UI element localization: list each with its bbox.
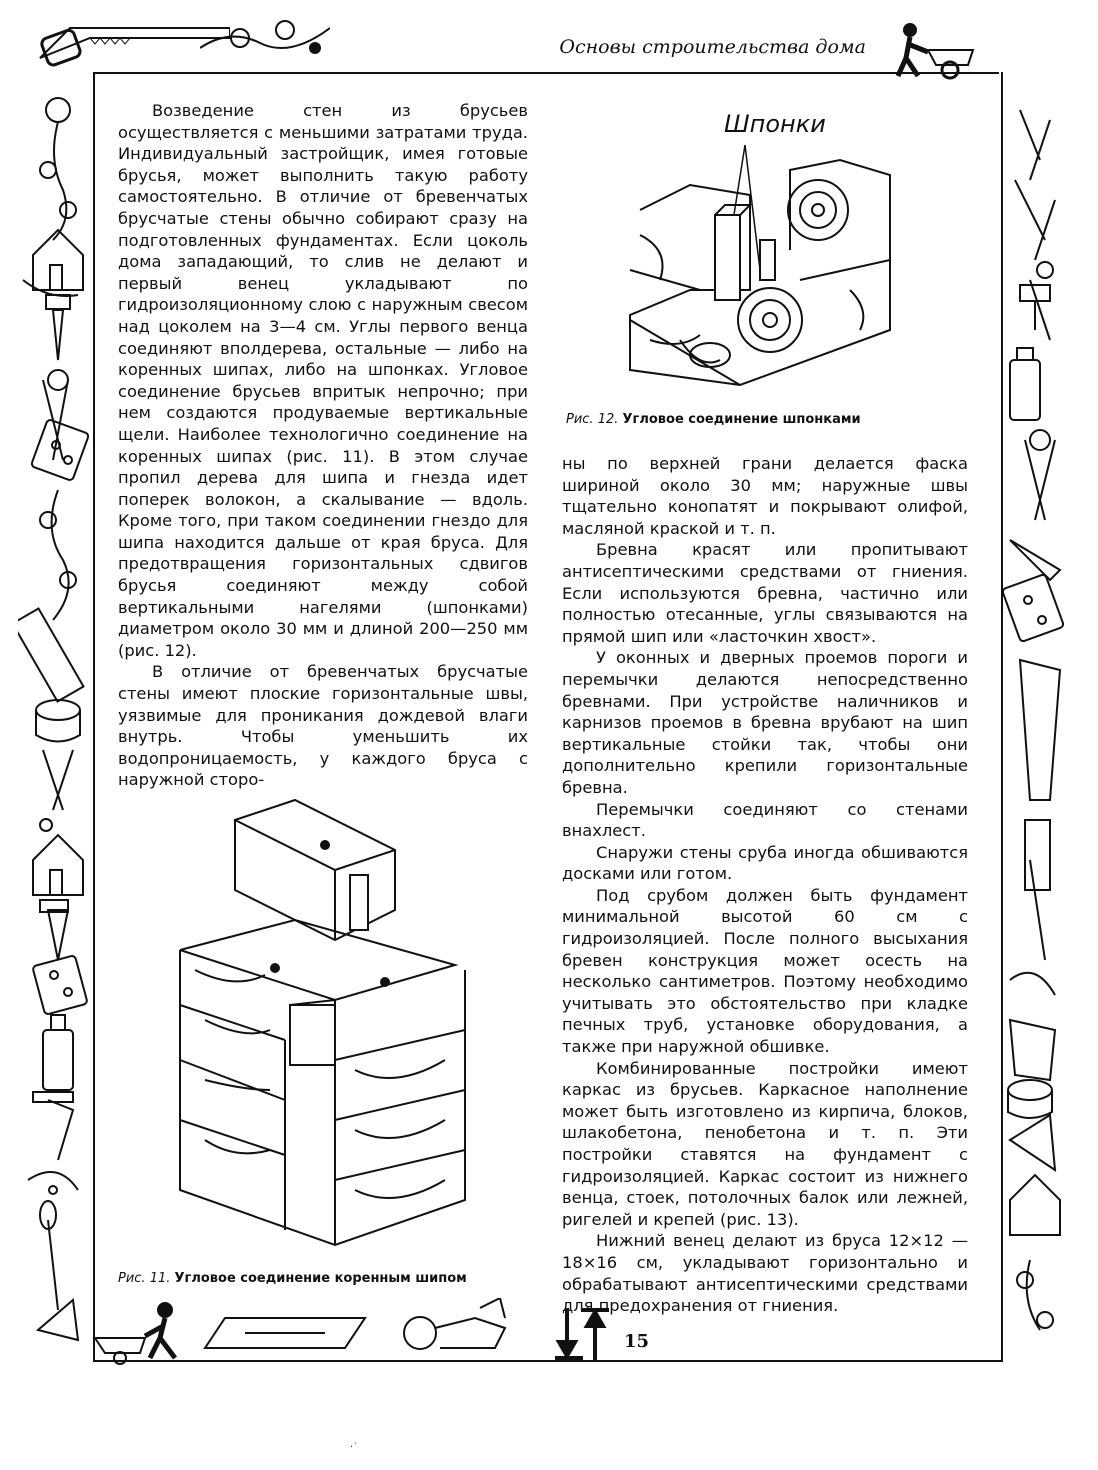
paragraph: Возведение стен из брусьев осуществляется с меньшими затратами труда. Индивидуальный застройщик, имея готовые брусья, может выполнить такую работу самостоятельно. В отличие от бревенчатых брусчатые стены обычно собирают сразу на подготовленных фундаментах. Если цоколь дома западающий, то слив не делают и первый венец укладывают по гидроизоляционному слою с наружным свесом над цоколем на 3—4 см. Углы первого венца соединяют вполдерева, остальные — либо на коренных шипах, либо на шпонках. Угловое соединение брусьев впритык непрочно; при нем создаются продуваемые вертикальные щели. Наиболее технологично соединение на коренных шипах (рис. 11). В этом случае пропил дерева для шипа и гнезда идет поперек волокон, а скалывание — вдоль. Кроме того, при таком соединении гнездо для шипа находится дальше от края бруса. Для предотвращения горизонтальных сдвигов брусья соединяют между собой вертикальными нагелями (шпонками) диаметром около 30 мм и длиной 200—250 мм (рис. 12).: [118, 101, 528, 660]
running-header: Основы строительства дома: [559, 36, 866, 58]
right-text-column: [562, 453, 968, 1317]
bottom-tools-decoration: [95, 1298, 535, 1368]
figure12-number: Рис. 12.: [566, 412, 619, 427]
paragraph: Нижний венец делают из бруса 12×12 — 18×16 см, укладывают горизонтально и обрабатывают антисептическими средствами для предохранения от гниения.: [562, 1231, 968, 1316]
worker-wheelbarrow-icon: [888, 20, 978, 80]
figure11-caption-text: Угловое соединение коренным шипом: [174, 1271, 467, 1286]
paragraph: Снаружи стены сруба иногда обшиваются досками или готом.: [562, 842, 968, 884]
left-text-column: [118, 100, 528, 791]
figure12-caption: [566, 412, 861, 427]
paragraph: В отличие от бревенчатых брусчатые стены имеют плоские горизонтальные швы, уязвимые для проникания дождевой влаги внутрь. Чтобы уменьшить их водопроницаемость, у каждого бруса с наружной сторо-: [118, 662, 528, 790]
flower-garland-icon: [200, 8, 330, 68]
page-number: 15: [624, 1331, 650, 1352]
paragraph: ны по верхней грани делается фаска шириной около 30 мм; наружные швы тщательно конопатят и покрывают олифой, масляной краской и т. п.: [562, 454, 968, 538]
paragraph: Бревна красят или пропитывают антисептическими средствами от гниения. Если используются бревна, частично или полностью отесанные, углы связываются на прямой шип или «ласточкин хвост».: [562, 540, 968, 646]
paragraph: Под срубом должен быть фундамент минимальной высотой 60 см с гидроизоляцией. После полного высыхания бревен конструкция может осесть на несколько сантиметров. Поэтому необходимо учитывать это обстоятельство при кладке печных труб, установке оборудования, а также при наружной обшивке.: [562, 885, 968, 1057]
left-border-tools-decoration: [18, 80, 90, 1360]
paragraph: У оконных и дверных проемов пороги и перемычки делаются непосредственно бревнами. При устройстве наличников и карнизов проемов в бревна врубают на шип вертикальные стойки так, чтобы они дополнительно крепили горизонтальные бревна.: [562, 648, 968, 797]
paragraph: Перемычки соединяют со стенами внахлест.: [562, 799, 968, 841]
figure11-number: Рис. 11.: [118, 1271, 171, 1286]
figure12-title: Шпонки: [724, 110, 826, 138]
figure11-tenon-joint-illustration: [175, 790, 475, 1260]
figure11-caption: [118, 1271, 467, 1286]
paragraph: Комбинированные постройки имеют каркас из брусьев. Каркасное наполнение может быть изготовлено из кирпича, блоков, шлакобетона, пенобетона и т. п. Эти постройки ставятся на фундамент с гидроизоляцией. Каркас состоит из нижнего венца, стоек, потолочных балок или лежней, ригелей и крепей (рис. 13).: [562, 1058, 968, 1229]
right-border-tools-decoration: [1000, 100, 1080, 1380]
figure12-dowel-joint-illustration: [620, 140, 910, 400]
figure12-caption-text: Угловое соединение шпонками: [622, 412, 861, 427]
scan-speck: ·˙: [350, 1442, 359, 1453]
